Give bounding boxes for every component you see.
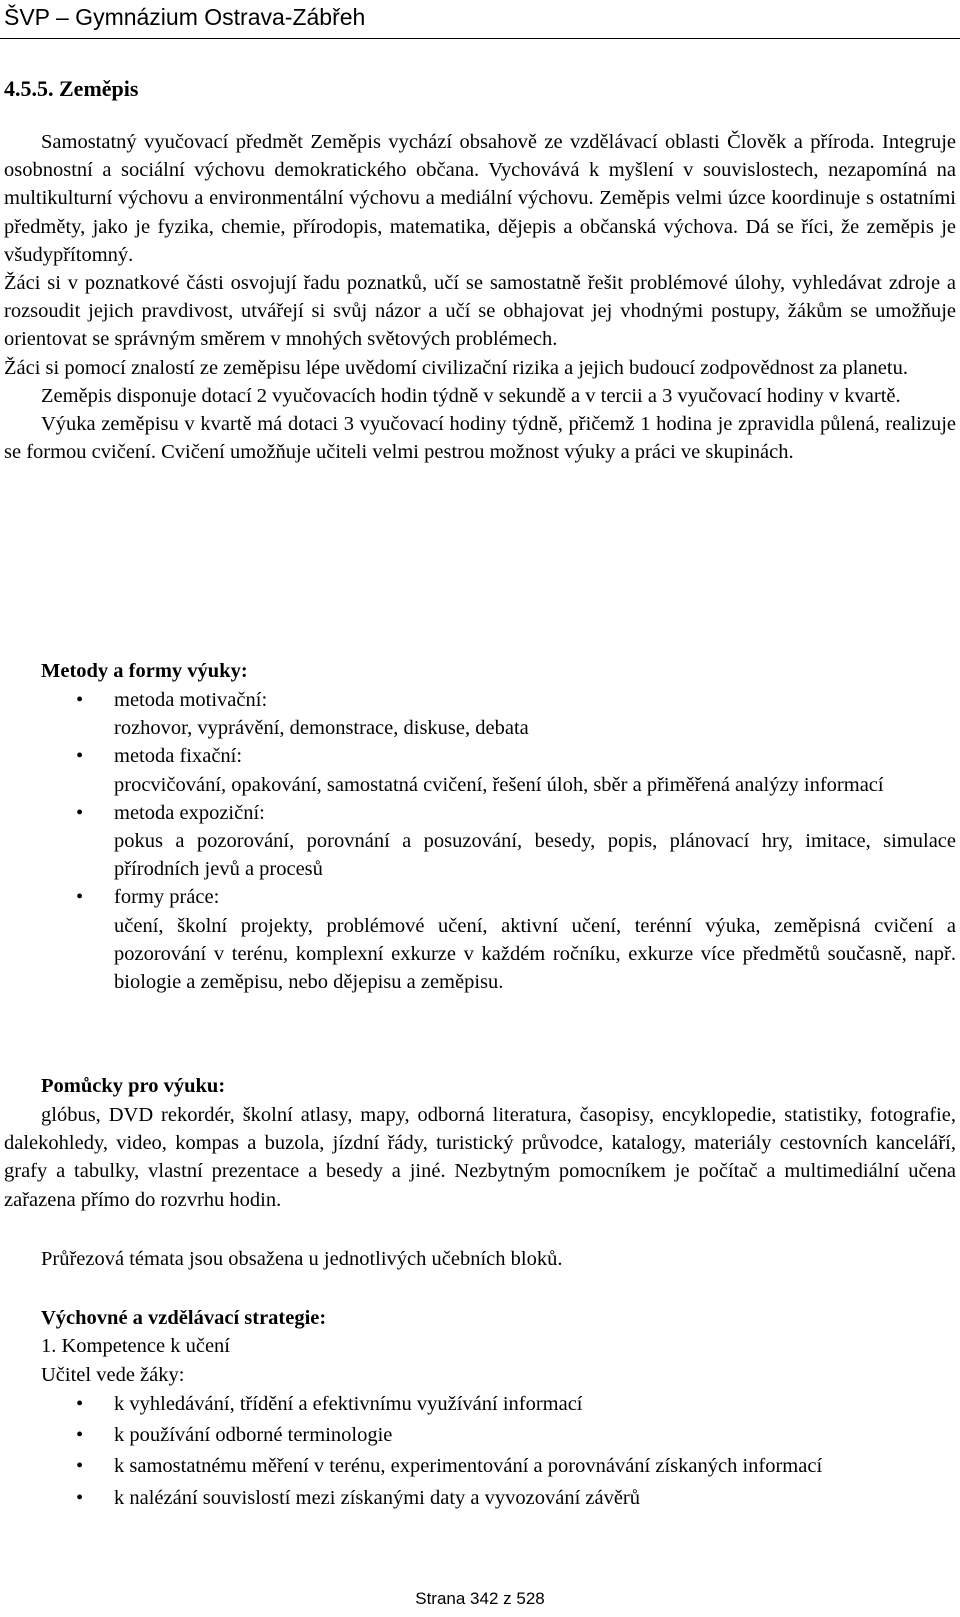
method-label: metoda expoziční: [114,801,265,824]
competence-title: 1. Kompetence k učení [41,1335,230,1357]
bullet-icon: • [76,689,84,711]
list-item [76,883,956,996]
intro-paragraph: Žáci si v poznatkové části osvojují řadu poznatků, učí se samostatně řešit problémové úlohy, vyhledávat zdroje a rozsoudit jejich pravdivost, utvářejí si svůj názor a učí se obhajovat jej vhodnými postupy, žákům se umožňuje orientovat se správným směrem v mnohých světových problémech. [4,272,956,351]
bullet-icon: • [76,1455,84,1478]
list-item [76,686,956,742]
page-header-title: ŠVP – Gymnázium Ostrava-Zábřeh [4,4,366,30]
strategies-list [76,1390,956,1515]
intro-paragraph: Výuka zeměpisu v kvartě má dotaci 3 vyučovací hodiny týdně, přičemž 1 hodina je zpravidla půlená, realizuje se formou cvičení. Cvičení umožňuje učiteli velmi pestrou možnost výuky a práci ve skupinách. [4,413,956,464]
strategy-text: k samostatnému měření v terénu, experimentování a porovnávání získaných informací [114,1455,823,1478]
bullet-icon: • [76,1486,84,1509]
aids-text: glóbus, DVD rekordér, školní atlasy, mapy, odborná literatura, časopisy, encyklopedie, statistiky, fotografie, dalekohledy, video, kompas a buzola, jízdní řády, turistický průvodce, katalogy, materiály cestovních kanceláří, grafy a tabulky, vlastní prezentace a besedy a jiné. Nezbytným pomocníkem je počítač a multimediální učena zařazena přímo do rozvrhu hodin. [4,1104,956,1211]
method-label: formy práce: [114,886,220,909]
method-label: metoda fixační: [114,745,243,768]
aids-heading: Pomůcky pro výuku: [41,1075,226,1097]
bullet-icon: • [76,745,84,768]
teacher-line: Učitel vede žáky: [41,1364,185,1386]
section-title: 4.5.5. Zeměpis [4,76,139,101]
list-item [76,742,956,798]
methods-heading: Metody a formy výuky: [41,660,248,682]
strategy-text: k nalézání souvislostí mezi získanými daty a vyvozování závěrů [114,1486,641,1509]
strategy-text: k používání odborné terminologie [114,1424,393,1447]
strategy-text: k vyhledávání, třídění a efektivnímu využívání informací [114,1393,583,1415]
bullet-icon: • [76,886,84,909]
bullet-icon: • [76,1393,84,1415]
header-divider [0,38,960,39]
list-item [76,1484,956,1512]
method-text: učení, školní projekty, problémové učení, aktivní učení, terénní výuka, zeměpisná cvičení a pozorování v terénu, komplexní exkurze v každém ročníku, exkurze více předmětů současně, např. biologie a zeměpisu, nebo dějepisu a zeměpisu. [114,914,956,994]
method-label: metoda motivační: [114,689,268,711]
intro-paragraph: Samostatný vyučovací předmět Zeměpis vychází obsahově ze vzdělávací oblasti Člověk a příroda. Integruje osobnostní a sociální výchovu demokratického občana. Vychovává k myšlení v souvislostech, nezapomíná na multikulturní výchovu a environmentální výchovu a mediální výchovu. Zeměpis velmi úzce koordinuje s ostatními předměty, jako je fyzika, chemie, přírodopis, matematika, dějepis a občanská výchova. Dá se říci, že zeměpis je všudypřítomný. [4,131,956,266]
method-text: procvičování, opakování, samostatná cvičení, řešení úloh, sběr a přiměřená analýzy informací [114,773,884,796]
intro-text [4,128,956,466]
strategies-heading: Výchovné a vzdělávací strategie: [41,1307,327,1329]
method-text: rozhovor, vyprávění, demonstrace, diskuse, debata [114,717,529,740]
page-number: Strana 342 z 528 [415,1589,545,1608]
method-text: pokus a pozorování, porovnání a posuzování, besedy, popis, plánovací hry, imitace, simulace přírodních jevů a procesů [114,830,956,881]
list-item [76,1390,956,1418]
cross-topics-text: Průřezová témata jsou obsažena u jednotlivých učebních bloků. [41,1248,563,1270]
bullet-icon: • [76,801,84,824]
list-item [76,799,956,884]
intro-paragraph: Zeměpis disponuje dotací 2 vyučovacích hodin týdně v sekundě a v tercii a 3 vyučovací hodiny v kvartě. [41,384,901,407]
methods-list [76,686,956,996]
list-item [76,1421,956,1449]
bullet-icon: • [76,1424,84,1447]
list-item [76,1452,956,1480]
intro-paragraph: Žáci si pomocí znalostí ze zeměpisu lépe uvědomí civilizační rizika a jejich budoucí zodpovědnost za planetu. [4,356,908,379]
